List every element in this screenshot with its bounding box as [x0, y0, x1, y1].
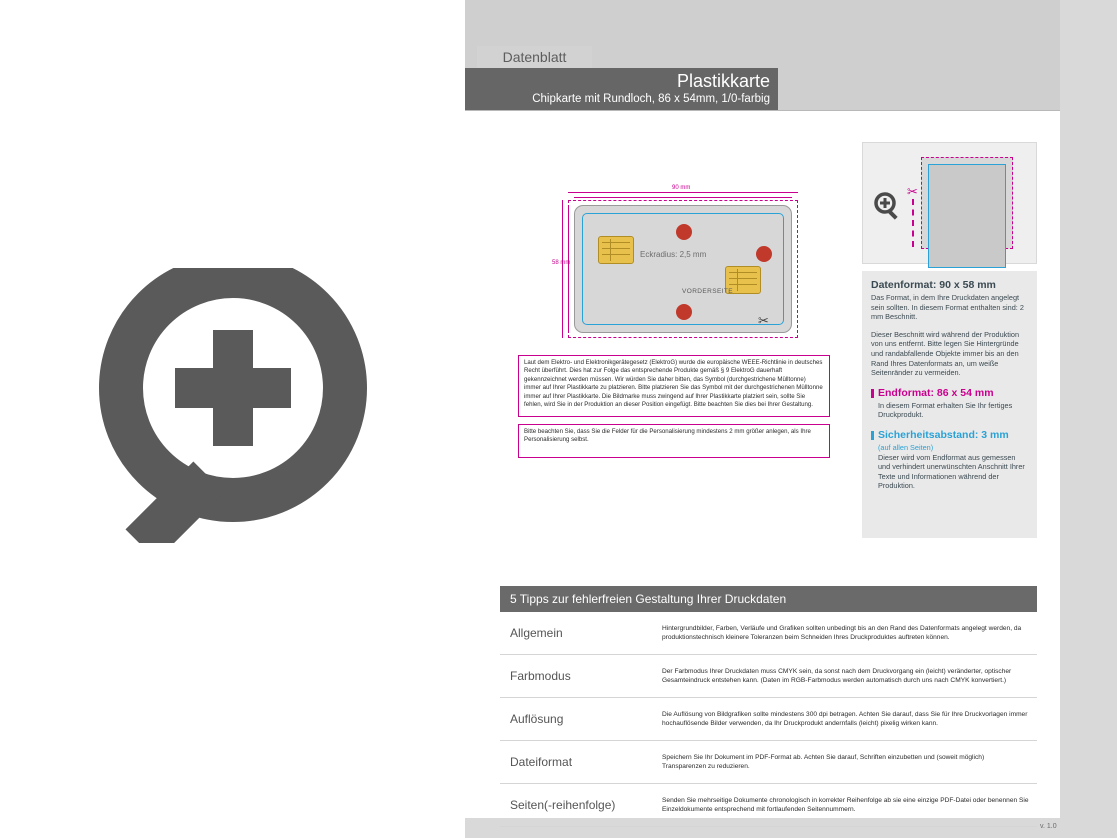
endformat-body: In diesem Format erhalten Sie Ihr fertiges Druckprodukt. — [878, 400, 1013, 420]
dim-line-top-outer — [568, 192, 798, 193]
table-row — [500, 741, 1037, 784]
datenblatt-tab: Datenblatt — [477, 46, 592, 68]
tips-table — [500, 586, 1037, 827]
round-hole-right — [756, 246, 772, 262]
thumbnail-cut-line — [912, 199, 915, 247]
thumbnail-card-outline — [921, 157, 1013, 249]
magnifier-watermark-icon — [98, 268, 368, 543]
tip-label: Farbmodus — [510, 669, 571, 683]
tip-label: Dateiformat — [510, 755, 573, 769]
tip-label: Allgemein — [510, 626, 563, 640]
datenformat-title: Datenformat: 90 x 58 mm — [871, 279, 996, 291]
format-info-panel — [862, 271, 1037, 538]
tip-text: Der Farbmodus Ihrer Druckdaten muss CMYK sein, da sonst nach dem Druckvorgang ein (leicht) veränderter, optischer Gesamteindruck entstehen kann. (Daten im RGB-Farbmodus werden automatisch durch uns nach CMYK konvertiert.) — [662, 667, 1012, 684]
tips-table-header: 5 Tipps zur fehlerfreien Gestaltung Ihrer Druckdaten — [500, 586, 1037, 612]
thumbnail-card-inner — [928, 164, 1006, 268]
datenformat-body: Das Format, in dem Ihre Druckdaten angelegt sein sollten. In diesem Format enthalten sind: 2 mm Beschnitt. — [871, 293, 1024, 322]
round-hole-top — [676, 224, 692, 240]
sicherheitsabstand-body: Dieser wird vom Endformat aus gemessen und verhindert unerwünschten Anschnitt Ihrer Texte und Informationen während der Produktion. — [878, 452, 1025, 491]
endformat-block — [871, 387, 1028, 420]
page-subtitle: Chipkarte mit Rundloch, 86 x 54mm, 1/0-farbig — [532, 93, 770, 105]
thumbnail-scissors-icon: ✂ — [907, 184, 918, 199]
dim-label-top-outer: 90 mm — [672, 185, 691, 191]
tip-text: Senden Sie mehrseitige Dokumente chronologisch in korrekter Reihenfolge ab sie eine einzige PDF-Datei oder benennen Sie Einzeldokumente entsprechend mit fortlaufenden Seitennummern. — [662, 796, 1029, 813]
thumbnail-magnifier-icon — [872, 191, 902, 221]
table-row — [500, 655, 1037, 698]
dim-label-left-outer: 58 mm — [552, 260, 571, 266]
dim-line-left-outer — [562, 200, 563, 338]
page-title: Plastikkarte — [676, 71, 770, 91]
sicherheitsabstand-block — [871, 429, 1028, 491]
dim-line-top-inner — [574, 197, 792, 198]
table-row — [500, 784, 1037, 827]
front-side-label: VORDERSEITE — [682, 288, 733, 295]
table-row — [500, 698, 1037, 741]
sicherheitsabstand-title: Sicherheitsabstand: 3 mm — [878, 428, 1009, 441]
datenformat-body2: Dieser Beschnitt wird während der Produktion von uns entfernt. Bitte legen Sie Hintergründe und randabfallende Objekte immer bis an den Rand Ihres Datenformats an, um weiße Seitenränder zu vermeiden. — [871, 329, 1020, 378]
card-layout-diagram — [552, 185, 820, 348]
tip-text: Hintergrundbilder, Farben, Verläufe und Grafiken sollten unbedingt bis an den Rand des Datenformats angelegt werden, da produktionstechnisch kleinere Toleranzen beim Schneiden Ihres Druckproduktes auftreten können. — [662, 624, 1022, 641]
version-label: v. 1.0 — [1040, 823, 1057, 830]
table-row — [500, 612, 1037, 655]
right-grey-band — [1060, 0, 1117, 838]
waste-bin-icon: ✂ — [758, 313, 769, 328]
format-thumbnail — [862, 142, 1037, 264]
chip-contact-front — [598, 236, 634, 264]
endformat-title: Endformat: 86 x 54 mm — [878, 386, 994, 399]
endformat-color-mark — [871, 389, 874, 398]
round-hole-bottom — [676, 304, 692, 320]
tip-label: Seiten(-reihenfolge) — [510, 798, 616, 812]
tip-label: Auflösung — [510, 712, 564, 726]
tip-text: Die Auflösung von Bildgrafiken sollte mindestens 300 dpi betragen. Achten Sie darauf, dass Sie für Ihre Druckvorlagen immer hochauflösende Bilder verwenden, da Ihr Druckprodukt andernfalls (leicht) pixelig wirken kann. — [662, 710, 1028, 727]
tip-text: Speichern Sie Ihr Dokument im PDF-Format ab. Achten Sie darauf, Schriften einzubetten und (soweit möglich) Transparenzen zu reduzieren. — [662, 753, 985, 770]
header-divider — [465, 110, 1060, 111]
sicherheitsabstand-subtitle: (auf allen Seiten) — [878, 442, 934, 452]
datenformat-block — [871, 279, 1028, 378]
corner-radius-label: Eckradius: 2,5 mm — [640, 250, 707, 259]
title-bar — [465, 68, 778, 110]
weee-note-box: Laut dem Elektro- und Elektronikgerätegesetz (ElektroG) wurde die europäische WEEE-Richtlinie in deutsches Recht überführt. Dies hat zur Folge das entsprechende Produkte gemäß § 9 ElektroG dauerhaft gekennzeichnet werden müssen. Wir würden Sie daher bitten, das Symbol (durchgestrichene Mülltonne) immer auf Ihrer Plastikkarte zu platzieren. Bitte platzieren Sie das Symbol mit der durchgestrichenen Mülltonne immer auf Ihrer Plastikkarte. Die Bildmarke muss zwingend auf Ihrer Plastikkarte platziert sein, sollte Sie fehlen, wird Sie in der Produktion an dieser Position eingefügt. Bitte beachten Sie dies bei Ihrer Gestaltung. — [518, 355, 830, 417]
personalization-note-box: Bitte beachten Sie, dass Sie die Felder für die Personalisierung mindestens 2 mm größer anlegen, als Ihre Personalisierung selbst. — [518, 424, 830, 458]
sicherheitsabstand-color-mark — [871, 431, 874, 440]
